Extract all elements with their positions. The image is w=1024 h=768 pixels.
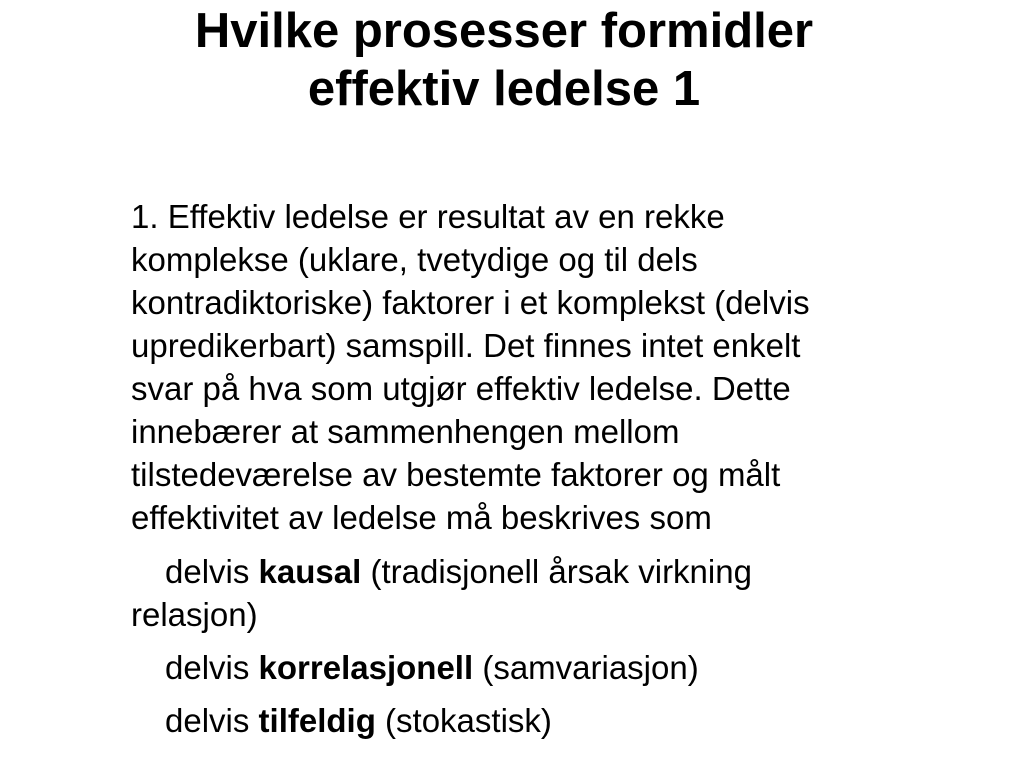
item-prefix: delvis (165, 553, 259, 590)
item-suffix: (tradisjonell årsak virkning (361, 553, 752, 590)
paragraph-line: kontradiktoriske) faktorer i et komplekst (delvis (131, 284, 810, 321)
item-term: kausal (258, 553, 362, 590)
list-item-line (131, 550, 961, 593)
paragraph-line: effektivitet av ledelse må beskrives som (131, 499, 712, 536)
paragraph-line: komplekse (uklare, tvetydige og til dels (131, 241, 698, 278)
item-continuation: relasjon) (131, 596, 258, 633)
slide-body (131, 195, 961, 742)
item-suffix: (stokastisk) (375, 702, 552, 739)
paragraph-line: 1. Effektiv ledelse er resultat av en rekke (131, 198, 725, 235)
item-term: korrelasjonell (258, 649, 474, 686)
list-item-line (131, 699, 961, 742)
paragraph-line: tilstedeværelse av bestemte faktorer og målt (131, 456, 781, 493)
paragraph-line: svar på hva som utgjør effektiv ledelse. Dette (131, 370, 791, 407)
item-suffix: (samvariasjon) (473, 649, 699, 686)
title-line: Hvilke prosesser formidler (194, 4, 814, 58)
list-item-line (131, 646, 961, 689)
list-item-tilfeldig (131, 699, 961, 742)
slide-title (0, 2, 1008, 118)
paragraph-line: innebærer at sammenhengen mellom (131, 413, 680, 450)
item-prefix: delvis (165, 649, 259, 686)
list-item-kausal (131, 550, 961, 636)
item-prefix: delvis (165, 702, 259, 739)
item-term: tilfeldig (258, 702, 376, 739)
body-paragraph (131, 195, 961, 539)
list-item-korrelasjonell (131, 646, 961, 689)
paragraph-line: upredikerbart) samspill. Det finnes intet enkelt (131, 327, 801, 364)
title-line: effektiv ledelse 1 (307, 62, 701, 116)
